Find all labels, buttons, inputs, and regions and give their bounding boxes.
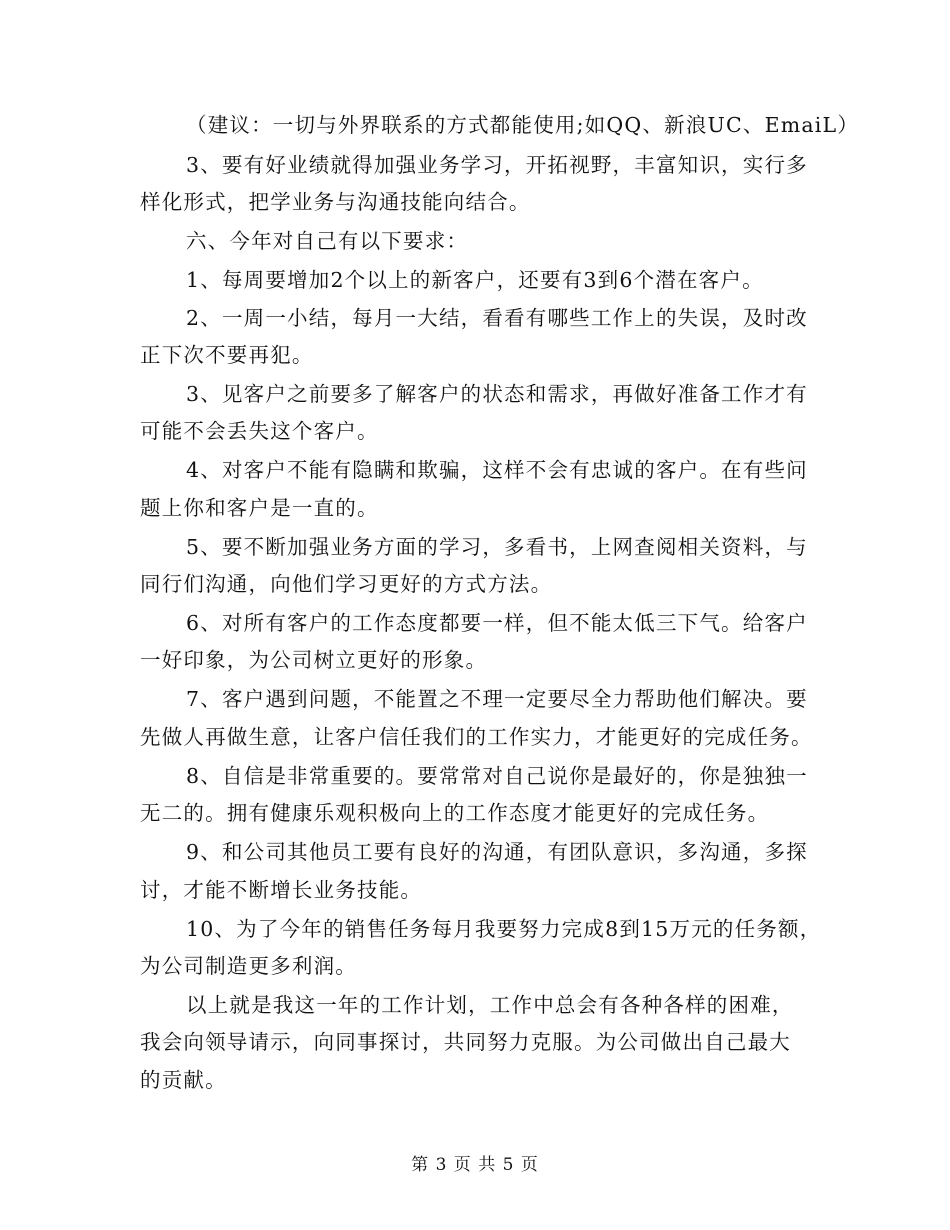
text-line: 6、对所有客户的工作态度都要一样，但不能太低三下气。给客户 (186, 611, 808, 635)
text-line: 9、和公司其他员工要有良好的沟通，有团队意识，多沟通，多探 (186, 840, 808, 864)
section-heading: 六、今年对自己有以下要求： (186, 229, 469, 253)
text-line: 正下次不要再犯。 (140, 343, 314, 367)
text-line: 讨，才能不断增长业务技能。 (140, 878, 423, 902)
text-line: （建议：一切与外界联系的方式都能使用;如QQ、新浪UC、EmaiL） (186, 113, 860, 137)
text-line: 7、客户遇到问题，不能置之不理一定要尽全力帮助他们解决。要 (186, 687, 808, 711)
text-line: 8、自信是非常重要的。要常常对自己说你是最好的，你是独独一 (186, 764, 808, 788)
text-line: 3、见客户之前要多了解客户的状态和需求，再做好准备工作才有 (186, 382, 808, 406)
page-footer: 第 3 页 共 5 页 (411, 1155, 539, 1175)
text-line: 可能不会丢失这个客户。 (140, 419, 379, 443)
text-line: 10、为了今年的销售任务每月我要努力完成8到15万元的任务额， (186, 917, 822, 941)
text-line: 先做人再做生意，让客户信任我们的工作实力，才能更好的完成任务。 (140, 725, 813, 749)
text-line: 同行们沟通，向他们学习更好的方式方法。 (140, 572, 553, 596)
text-line: 为公司制造更多利润。 (140, 954, 357, 978)
text-line: 一好印象，为公司树立更好的形象。 (140, 648, 488, 672)
text-line: 1、每周要增加2个以上的新客户，还要有3到6个潜在客户。 (186, 268, 764, 292)
text-line: 以上就是我这一年的工作计划，工作中总会有各种各样的困难， (186, 993, 794, 1017)
text-line: 4、对客户不能有隐瞒和欺骗，这样不会有忠诚的客户。在有些问 (186, 458, 808, 482)
text-line: 无二的。拥有健康乐观积极向上的工作态度才能更好的完成任务。 (140, 801, 770, 825)
text-line: 2、一周一小结，每月一大结，看看有哪些工作上的失误，及时改 (186, 306, 808, 330)
text-line: 5、要不断加强业务方面的学习，多看书，上网查阅相关资料，与 (186, 535, 808, 559)
text-line: 的贡献。 (140, 1068, 227, 1092)
text-line: 题上你和客户是一直的。 (140, 496, 379, 520)
text-line: 样化形式，把学业务与沟通技能向结合。 (140, 190, 531, 214)
text-line: 我会向领导请示，向同事探讨，共同努力克服。为公司做出自己最大 (140, 1030, 791, 1054)
text-line: 3、要有好业绩就得加强业务学习，开拓视野，丰富知识，实行多 (186, 153, 808, 177)
